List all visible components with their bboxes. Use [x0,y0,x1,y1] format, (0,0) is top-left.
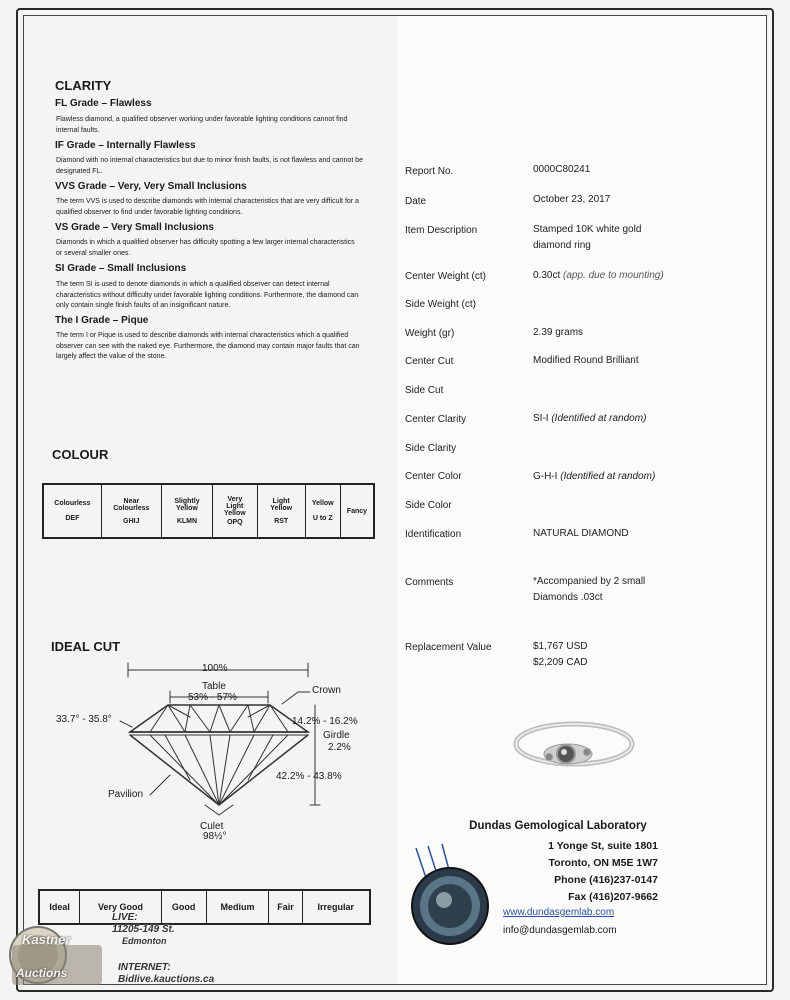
cut-grade-cell: Very Good [80,890,161,924]
clarity-grade-title: The I Grade – Pique [55,315,149,326]
report-label: Side Clarity [405,443,457,454]
colour-cell: Fancy [340,484,374,538]
clarity-grade-title: FL Grade – Flawless [55,98,152,109]
ring-photo [508,708,640,778]
cut-girdle-value: 2.2% [328,742,351,753]
lab-address-line1: 1 Yonge St, suite 1801 [548,840,658,852]
report-value: 0000C80241 [533,164,591,175]
report-label: Center Color [405,471,462,482]
colour-cell: Light Yellow RST [257,484,305,538]
colour-cell: Near Colourless GHIJ [101,484,161,538]
clarity-grade-desc: Diamond with no internal characteristics but due to minor finish faults, is not flawless and cannot be designated FL. [56,157,363,175]
cut-culet-angle: 98½° [203,831,227,842]
report-label: Side Cut [405,385,444,396]
cut-pavilion-label: Pavilion [108,789,144,800]
clarity-grade-desc: Diamonds in which a qualified observer has difficulty spotting a few larger internal characteristics or several smaller ones. [56,239,355,257]
ideal-cut-title: IDEAL CUT [51,639,121,654]
lab-name: Dundas Gemological Laboratory [469,820,647,832]
clarity-grade-title: VS Grade – Very Small Inclusions [55,222,214,233]
cut-grade-cell: Irregular [302,890,370,924]
live-city: Edmonton [122,936,167,946]
report-value: Modified Round Brilliant [533,355,639,366]
clarity-title: CLARITY [55,78,112,93]
cut-crown-label: Crown [312,685,341,696]
cut-pavilion-depth: 42.2% - 43.8% [276,771,342,782]
report-label: Center Cut [405,356,454,367]
cut-table-label: Table [202,681,226,692]
colour-cell: Yellow U to Z [305,484,340,538]
logo-text-top: Kastner [22,932,71,947]
clarity-grade-desc: Flawless diamond, a qualified observer working under favorable lighting conditions cannot find internal faults. [56,116,348,134]
cut-width-label: 100% [202,663,228,674]
clarity-grade-title: SI Grade – Small Inclusions [55,263,187,274]
report-value: NATURAL DIAMOND [533,528,629,539]
report-label: Replacement Value [405,642,492,653]
report-value: SI-I (Identified at random) [533,413,647,424]
cut-crown-angle: 33.7° - 35.8° [56,714,112,725]
clarity-grade-desc: The term I or Pique is used to describe diamonds with internal characteristics which a qualified observer can see with the naked eye. Furthermore, the diamond may contain major faults that can largely affect the value of the stone. [56,332,360,360]
colour-title: COLOUR [52,447,109,462]
lab-fax: Fax (416)207-9662 [568,891,658,903]
live-label: LIVE: [112,912,138,923]
report-value: 0.30ct (app. due to mounting) [533,270,664,281]
report-value: $1,767 USD $2,209 CAD [533,641,588,668]
colour-cell: Colourless DEF [43,484,101,538]
cut-grade-cell: Good [161,890,206,924]
colour-scale-table [42,483,375,539]
cut-grade-cell: Medium [206,890,269,924]
cut-culet-label: Culet [200,821,224,832]
report-label: Center Clarity [405,414,467,425]
report-label: Side Color [405,500,452,511]
cut-grade-cell: Ideal [39,890,80,924]
clarity-grade-title: VVS Grade – Very, Very Small Inclusions [55,181,247,192]
cut-table-range: 53% - 57% [188,692,237,703]
report-label: Side Weight (ct) [405,299,476,310]
report-label: Comments [405,577,454,588]
live-address: 11205-149 St. [112,924,175,935]
clarity-grade-desc: The term VVS is used to describe diamonds with internal characteristics that are very difficult for a qualified observer to find under favorable lighting conditions. [56,198,359,216]
clarity-grade-desc: The term SI is used to denote diamonds in which a qualified observer can detect internal characteristics without difficulty under favorable lighting conditions. Furthermore, the diamond can only contain single finish faults of an insignificant nature. [56,281,359,309]
lab-email[interactable]: info@dundasgemlab.com [503,925,617,936]
report-value: Stamped 10K white gold diamond ring [533,224,642,251]
hologram-seal [404,838,504,950]
clarity-grade-title: IF Grade – Internally Flawless [55,140,196,151]
colour-cell: Slightly Yellow KLMN [161,484,212,538]
report-value: *Accompanied by 2 small Diamonds .03ct [533,576,646,603]
lab-phone: Phone (416)237-0147 [554,874,658,886]
cut-girdle-label: Girdle [323,730,350,741]
report-value: 2.39 grams [533,327,584,338]
report-label: Item Description [405,225,478,236]
lab-website-link[interactable]: www.dundasgemlab.com [503,907,615,918]
colour-cell: Very Light Yellow OPQ [212,484,257,538]
lab-address-line2: Toronto, ON M5E 1W7 [548,857,658,869]
logo-text-bottom: Auctions [16,966,68,980]
report-value: G-H-I (Identified at random) [533,471,656,482]
report-label: Identification [405,529,462,540]
report-label: Weight (gr) [405,328,455,339]
report-label: Center Weight (ct) [405,271,486,282]
report-label: Report No. [405,166,454,177]
report-value: October 23, 2017 [533,194,611,205]
cut-grade-cell: Fair [269,890,302,924]
report-label: Date [405,196,427,207]
internet-url[interactable]: Bidlive.kauctions.ca [118,974,215,985]
cut-crown-height: 14.2% - 16.2% [292,716,358,727]
internet-label: INTERNET: [118,962,171,973]
